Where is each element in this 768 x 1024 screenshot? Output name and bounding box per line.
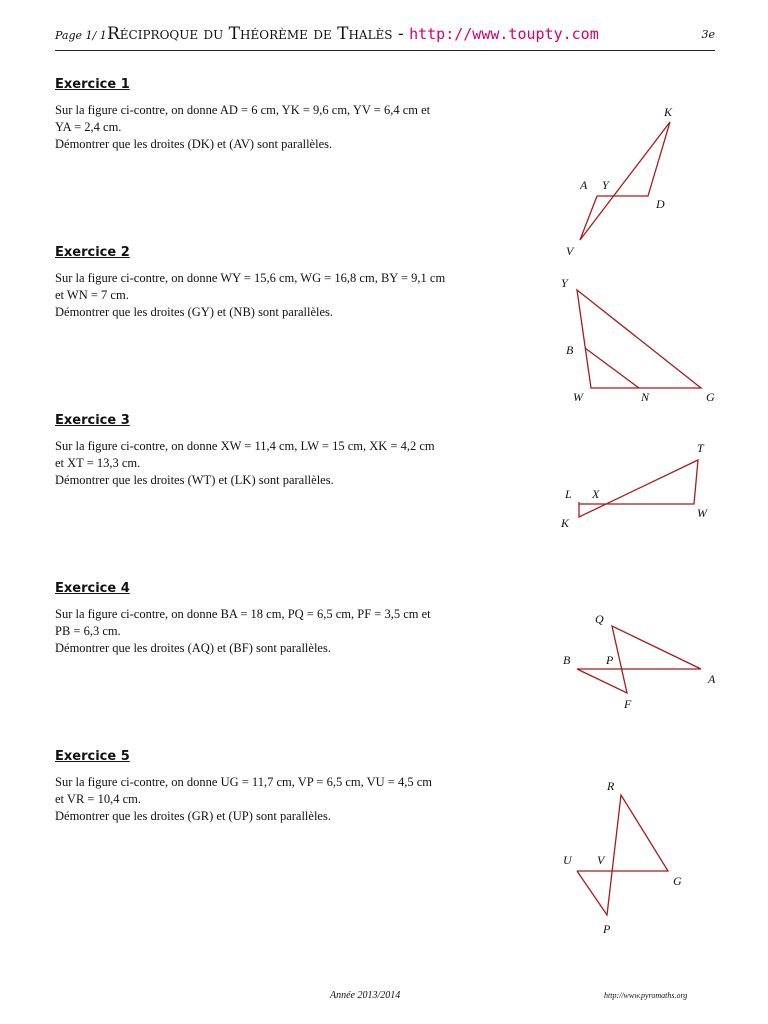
point-label-a: A [708, 672, 716, 686]
point-label-f: F [624, 697, 632, 711]
exercise-5-title: Exercice 5 [55, 749, 130, 764]
statement-line: Démontrer que les droites (GR) et (UP) sont parallèles. [55, 809, 331, 823]
point-label-g: G [673, 874, 682, 888]
title-text: Réciproque du Théorème de Thalès - [107, 24, 410, 44]
exercise-2-statement [55, 270, 533, 321]
statement-line: PB = 6,3 cm. [55, 624, 121, 638]
statement-line: et VR = 10,4 cm. [55, 792, 141, 806]
page-number: Page 1/ 1 [55, 29, 107, 42]
statement-line: YA = 2,4 cm. [55, 120, 122, 134]
statement-line: Démontrer que les droites (WT) et (LK) sont parallèles. [55, 473, 334, 487]
statement-line: Démontrer que les droites (GY) et (NB) sont parallèles. [55, 305, 334, 319]
point-label-q: Q [595, 612, 604, 626]
statement-line: et XT = 13,3 cm. [55, 456, 141, 470]
footer-link[interactable]: http://www.pyromaths.org [604, 991, 688, 1000]
point-label-y: Y [561, 276, 568, 290]
point-label-b: B [563, 653, 571, 667]
point-label-x: X [592, 487, 600, 501]
figure-segment [580, 122, 670, 240]
exercise-5-figure [555, 775, 725, 945]
statement-line: Sur la figure ci-contre, on donne XW = 11,4 cm, LW = 15 cm, XK = 4,2 cm [55, 439, 435, 453]
statement-line: Sur la figure ci-contre, on donne WY = 15,6 cm, WG = 16,8 cm, BY = 9,1 cm [55, 271, 446, 285]
figure-triangle [577, 290, 701, 388]
point-label-d: D [656, 197, 665, 211]
point-label-k: K [561, 516, 570, 530]
point-label-u: U [563, 853, 572, 867]
exercise-3-statement [55, 438, 533, 489]
point-label-n: N [641, 390, 650, 404]
exercise-3-figure [555, 438, 725, 538]
point-label-p: P [606, 653, 614, 667]
point-label-w: W [573, 390, 583, 404]
exercise-1-title: Exercice 1 [55, 77, 130, 92]
exercise-3-title: Exercice 3 [55, 413, 130, 428]
exercise-1-statement [55, 102, 533, 153]
statement-line: Démontrer que les droites (AQ) et (BF) sont parallèles. [55, 641, 331, 655]
school-level: 3e [701, 28, 715, 41]
point-label-g: G [706, 390, 715, 404]
figure-segment [585, 348, 639, 388]
point-label-k: K [664, 105, 673, 119]
point-label-b: B [566, 343, 574, 357]
point-label-p: P [603, 922, 611, 936]
figure-segment [577, 795, 668, 915]
exercise-5-statement [55, 774, 533, 825]
point-label-y: Y [602, 178, 609, 192]
header-link[interactable]: http://www.toupty.com [409, 25, 599, 43]
exercise-4-title: Exercice 4 [55, 581, 130, 596]
footer-year: Année 2013/2014 [330, 990, 401, 1001]
exercise-2-figure [555, 270, 725, 410]
exercise-4-figure [555, 605, 725, 715]
figure-segment [580, 196, 597, 240]
statement-line: Sur la figure ci-contre, on donne AD = 6 cm, YK = 9,6 cm, YV = 6,4 cm et [55, 103, 431, 117]
point-label-v: V [566, 244, 574, 258]
exercise-2-title: Exercice 2 [55, 245, 130, 260]
point-label-r: R [607, 779, 615, 793]
page-header [55, 22, 715, 51]
point-label-v: V [597, 853, 605, 867]
point-label-w: W [697, 506, 707, 520]
statement-line: et WN = 7 cm. [55, 288, 129, 302]
point-label-t: T [697, 441, 704, 455]
exercise-1-figure [560, 100, 700, 265]
statement-line: Démontrer que les droites (DK) et (AV) sont parallèles. [55, 137, 333, 151]
page-title [107, 24, 599, 44]
point-label-l: L [565, 487, 572, 501]
figure-segment [577, 626, 701, 693]
exercise-4-statement [55, 606, 533, 657]
statement-line: Sur la figure ci-contre, on donne BA = 18 cm, PQ = 6,5 cm, PF = 3,5 cm et [55, 607, 431, 621]
statement-line: Sur la figure ci-contre, on donne UG = 11,7 cm, VP = 6,5 cm, VU = 4,5 cm [55, 775, 432, 789]
point-label-a: A [580, 178, 588, 192]
